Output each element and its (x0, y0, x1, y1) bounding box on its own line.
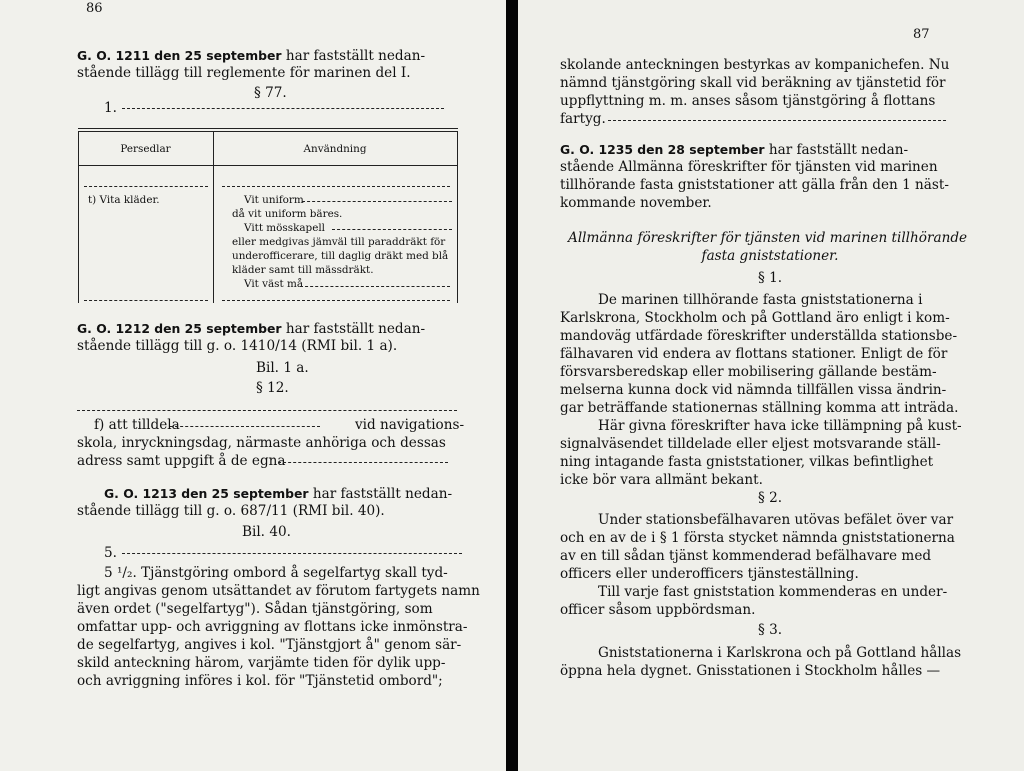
s2-line: Till varje fast gniststation kommenderas en under- (598, 584, 948, 600)
notice-1211-line1 (77, 47, 425, 65)
usage-line: underofficerare, till daglig dräkt med blå (232, 250, 449, 262)
s1-line: De marinen tillhörande fasta gniststationerna i (598, 292, 923, 308)
top-line: fartyg. (560, 111, 606, 127)
dashed-cell (84, 300, 208, 301)
omission-line (122, 553, 462, 554)
usage-line: Vit väst må (244, 278, 304, 290)
dashed-fill (300, 286, 450, 287)
section-77: § 77. (254, 85, 287, 101)
page-number-87: 87 (913, 27, 930, 42)
right-page (518, 0, 1024, 771)
p5-line: och avriggning införes i kol. för "Tjänstetid ombord"; (77, 673, 443, 689)
s1-line: signalväsendet tilldelade eller eljest motsvarande ställ- (560, 436, 941, 452)
bil-40: Bil. 40. (242, 524, 291, 540)
notice-1211-rest: har fastställt nedan- (281, 48, 426, 64)
p5-line: omfattar upp- och avriggning av flottans icke inmönstra- (77, 619, 468, 635)
book-gutter (506, 0, 518, 771)
top-line: uppflyttning m. m. anses såsom tjänstgöring å flottans (560, 93, 936, 109)
notice-1212-heading: G. O. 1212 den 25 september (77, 321, 282, 336)
s3-line: öppna hela dygnet. Gnisstationen i Stockholm hålles — (560, 663, 941, 679)
header-bottom-rule (78, 165, 458, 166)
s2-line: Under stationsbefälhavaren utövas befälet över var (598, 512, 954, 528)
dashed-cell (222, 186, 450, 187)
p5-line: 5 ¹/₂. Tjänstgöring ombord å segelfartyg skall tyd- (104, 565, 448, 581)
s1-line: försvarsberedskap eller mobilisering gällande bestäm- (560, 364, 937, 380)
notice-1235-line: tillhörande fasta gniststationer att gälla från den 1 näst- (560, 177, 949, 193)
s2-line: officer såsom uppbördsman. (560, 602, 756, 618)
section-2-heading: § 2. (757, 490, 783, 506)
table-left-border (78, 131, 79, 303)
column-header-anvandning: Användning (303, 143, 367, 155)
item-1: 1. (104, 100, 117, 116)
p5-line: de segelfartyg, angives i kol. "Tjänstgjort å" genom sär- (77, 637, 462, 653)
row-label-vita-klader: t) Vita kläder. (88, 194, 160, 206)
f-line-3: adress samt uppgift å de egna (77, 453, 286, 469)
section-1-heading: § 1. (757, 270, 783, 286)
usage-line: Vit uniform (244, 194, 304, 206)
s2-line: officers eller underofficers tjänsteställning. (560, 566, 859, 582)
section-12: § 12. (256, 380, 289, 396)
regulation-title-line1: Allmänna föreskrifter för tjänsten vid marinen tillhörande (568, 230, 968, 246)
notice-1212-rest: har fastställt nedan- (281, 321, 426, 337)
s1-line: ning intagande fasta gniststationer, vilkas befintlighet (560, 454, 934, 470)
section-3-heading: § 3. (757, 622, 783, 638)
notice-1235-rest: har fastställt nedan- (764, 142, 909, 158)
notice-1235-line: kommande november. (560, 195, 712, 211)
dashed-cell (222, 300, 450, 301)
notice-1213-rest: har fastställt nedan- (308, 486, 453, 502)
dashed-cell (84, 186, 208, 187)
s1-line: Här givna föreskrifter hava icke tillämpning på kust- (598, 418, 962, 434)
page-number-86: 86 (86, 1, 103, 16)
notice-1212-line2: stående tillägg till g. o. 1410/14 (RMI bil. 1 a). (77, 338, 398, 354)
s1-line: fälhavaren vid endera av flottans stationer. Enligt de för (560, 346, 948, 362)
omission-line (122, 108, 444, 109)
f-line-1: f) att tilldela (94, 417, 180, 433)
notice-1235-line: stående Allmänna föreskrifter för tjänsten vid marinen (560, 159, 938, 175)
table-right-border (457, 131, 458, 303)
s1-line: Karlskrona, Stockholm och på Gottland äro enligt i kom- (560, 310, 950, 326)
p5-line: skild anteckning härom, varjämte tiden för dylik upp- (77, 655, 446, 671)
dashed-fill (278, 462, 448, 463)
p5-line: ligt angivas genom utsättandet av förutom fartygets namn (77, 583, 480, 599)
top-line: skolande anteckningen bestyrkas av kompanichefen. Nu (560, 57, 950, 73)
notice-1213-line1 (104, 485, 452, 503)
notice-1235-line1 (560, 141, 908, 159)
column-header-persedlar: Persedlar (120, 143, 171, 155)
s2-line: och en av de i § 1 första stycket nämnda gniststationerna (560, 530, 955, 546)
notice-1211-heading: G. O. 1211 den 25 september (77, 48, 282, 63)
omission-line (77, 410, 457, 411)
notice-1213-heading: G. O. 1213 den 25 september (104, 486, 309, 501)
usage-line: kläder samt till mässdräkt. (232, 264, 374, 276)
usage-line: då vit uniform bäres. (232, 208, 343, 220)
notice-1211-line2: stående tillägg till reglemente för marinen del I. (77, 65, 411, 81)
left-page (0, 0, 506, 771)
notice-1213-line2: stående tillägg till g. o. 687/11 (RMI bil. 40). (77, 503, 385, 519)
item-5: 5. (104, 545, 117, 561)
table-top-rule (78, 128, 458, 129)
s1-line: gar beträffande stationernas ställning komma att inträda. (560, 400, 959, 416)
dashed-fill (302, 201, 452, 202)
omission-line (608, 120, 946, 121)
table-column-divider (213, 131, 214, 303)
usage-line: Vitt mösskapell (244, 222, 326, 234)
s1-line: icke bör vara allmänt bekant. (560, 472, 763, 488)
f-line-1b: vid navigations- (355, 417, 465, 433)
s1-line: mandoväg utfärdade föreskrifter underställda stationsbe- (560, 328, 958, 344)
s1-line: melserna kunna dock vid nämnda tillfällen vissa ändrin- (560, 382, 947, 398)
table-top-rule-2 (78, 131, 458, 132)
usage-line: eller medgivas jämväl till paraddräkt för (232, 236, 446, 248)
top-line: nämnd tjänstgöring skall vid beräkning av tjänstetid för (560, 75, 946, 91)
bil-1a: Bil. 1 a. (256, 360, 309, 376)
s2-line: av en till sådan tjänst kommenderad befälhavare med (560, 548, 932, 564)
s3-line: Gniststationerna i Karlskrona och på Gottland hållas (598, 645, 962, 661)
dashed-fill (170, 426, 320, 427)
notice-1235-heading: G. O. 1235 den 28 september (560, 142, 765, 157)
notice-1212-line1 (77, 320, 425, 338)
p5-line: även ordet ("segelfartyg"). Sådan tjänstgöring, som (77, 601, 433, 617)
regulation-title-line2: fasta gniststationer. (701, 248, 839, 264)
f-line-2: skola, inryckningsdag, närmaste anhöriga och dessas (77, 435, 446, 451)
dashed-fill (332, 229, 452, 230)
